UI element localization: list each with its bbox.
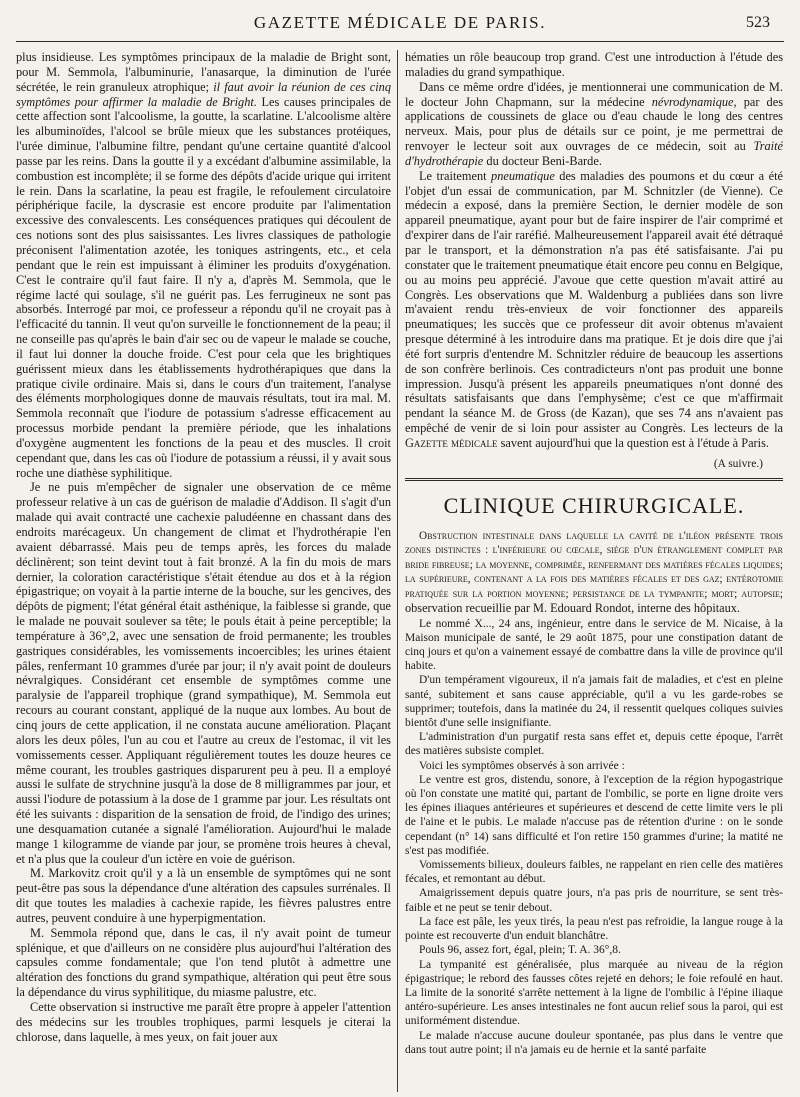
text: observation recueillie par M. Edouard Rondot, interne des hôpitaux. xyxy=(405,601,740,616)
text: Les causes principales de cette affection sont l'alcoolisme, la goutte, la scarlatine. L'alcoolisme altère les albuminoïdes, l'alcool se brûle mieux que les substances protéiques, l'urée diminue, l'albumine filtre, pendant qu'une certaine quantité d'alcool passe par les reins. Dans la goutte il y a excédant d'albumine assimilable, la combustion est incomplète; il se forme des dépôts d'acide urique qui irritent le rein. Dans la scarlatine, la peau est fragile, le refoulement circulatoire périphérique facile, la dyscrasie est encore produite par l'alimentation excessive des convalescents. Les conséquences pratiques qui découlent de ces notions sont des plus saisissantes. Les livres classiques de pathologie préconisent l'alimentation azotée, les toniques astringents, etc., et cela pendant que le rein est impuissant à éliminer les produits d'oxygénation. C'est le contraire qu'il faut faire. Il n'y a, d'après M. Semmola, que le régime lacté qui soulage, s'il ne guérit pas. Les ferrugineux ne sont pas absorbés. Interrogé par moi, ce professeur a répondu qu'il ne croyait pas à l'efficacité du tannin. Il veut qu'on surveille le fonctionnement de la peau; il ne conseille pas qu'après le bain d'air sec ou de vapeur le malade se couche, il faut lui donner la douche froide. C'est pour cela que les brightiques guérissent mieux dans les établissements hydrothérapiques que dans la pratique civile ordinaire. Mais si, dans le cours d'un traitement, l'analyse des éléments morphologiques donne de mauvais résultats, tout ira mal. M. Semmola reconnaît que l'iodure de potassium s'adresse efficacement au processus morbide pendant la première période, que les inhalations d'oxygène augmentent les fonctions de la peau et des muscles. Il croit cependant que, dans les cas où l'iodure de potassium a réussi, il y avait sous roche une diathèse syphilitique. xyxy=(16,94,391,480)
text: Le traitement xyxy=(419,168,487,183)
text: des maladies des poumons et du cœur a été l'objet d'un essai de communication, par M. Schnitzler (de Vienne). Ce médecin a exposé, dans la première Section, le dernier modèle de son appareil pneumatique, ayant pour but de faire inspirer de l'air comprimé et d'expirer dans de l'air raréfié. Malheureusement l'appareil avait été détraqué par le transport, et la démonstration n'a pas été satisfaisante. J'ai pu constater que le traitement pneumatique était encore peu connu en Belgique, ou au moins peu apprécié. J'avoue que cette question m'avait attiré au Congrès. Les observations que M. Waldenburg a publiées dans son livre m'avaient rendu très-envieux de voir fonctionner des appareils pneumatiques; les succès que ce professeur dit avoir obtenus m'avaient presque déterminé à les introduire dans ma pratique. Et je dois dire que j'ai été fort surpris d'entendre M. Schnitzler réduire de beaucoup les assertions de son confrère berlinois. Ces contradicteurs n'ont pas produit une bonne impression. Jusqu'à présent les appareils pneumatiques n'ont donné des résultats satisfaisants que dans l'emphysème; c'est ce que m'affirmait pendant la séance M. de Gross (de Kazan), que ses 74 ans n'avaient pas empêché de venir de si loin pour assister au Congrès. Les lecteurs de la xyxy=(405,168,783,436)
paragraph: L'administration d'un purgatif resta sans effet et, depuis cette époque, l'arrêt des matières subsiste complet. xyxy=(405,731,783,758)
text: du docteur Beni-Barde. xyxy=(486,153,602,168)
paragraph: M. Semmola répond que, dans le cas, il n'y avait point de tumeur splénique, et que d'ailleurs on ne considère plus aujourd'hui l'altération des capsules comme fondamentale; que l'on tend plutôt à admettre une altération des fonctions du grand sympathique, altération qui peut être sous la dépendance du virus syphilitique, du miasme palustre, etc. xyxy=(16,925,391,1000)
journal-name: Gazette médicale xyxy=(405,435,498,450)
paragraph: Je ne puis m'empêcher de signaler une observation de ce même professeur relative à un cas de guérison de maladie d'Addison. Il s'agit d'un malade qui avait contracté une cachexie paludéenne en chassant dans des endroits marécageux. Un changement de climat et l'hydrothérapie l'en avaient débarrassé. Mais peu de temps après, les forces du malade déclinèrent; son teint devint tout à fait bronzé. A la fin du mois de mars dernier, la coloration caractéristique s'était étendue au dos et à la région épigastrique; on voyait à la partie interne de la bouche, sur les gencives, des dépôts de pigment; l'état général était asthénique, la faiblesse si grande, que le malade ne pouvait soulever sa tête; le pouls était à peine perceptible; la température à 36°,2, avec une sensation de froid permanente; les troubles gastriques considérables, les vomissements incoercibles; les urines étaient pâles, renfermant 10 grammes d'urée par jour; il n'y avait point de douleurs névralgiques. Considérant cet ensemble de symptômes comme une paralysie de l'appareil trophique (grand sympathique), M. Semmola eut recours au courant constant, appliqué de la nuque aux lombes. Au bout de cinq jours de cette application, il ne constata aucune amélioration. Plaçant alors les deux pôles, l'un au cou et l'autre au creux de l'estomac, il vit les vomissements cesser. Appliquant régulièrement toutes les douze heures ce même courant, les troubles gastriques disparurent peu à peu. Il a employé aussi le sulfate de strychnine jusqu'à la dose de 8 milligrammes par jour, et aussi l'iodure de potassium à la dose de 1 gramme par jour. Les résultats ont été les suivants : disparition de la sensation de froid, de l'indigo des urines; une desquamation cutanée a signalé l'amélioration. Aujourd'hui le malade mange 1 kilogramme de viande par jour, se promène trois heures à cheval, et n'a plus que la couleur d'un ictère en voie de guérison. xyxy=(16,480,391,866)
paragraph: Vomissements bilieux, douleurs faibles, ne rappelant en rien celle des matières fécales, et remontant au début. xyxy=(405,859,783,886)
italic-text: Traité d'hydrothérapie xyxy=(405,139,783,168)
paragraph: Amaigrissement depuis quatre jours, n'a pas pris de nourriture, se sent très-faible et ne peut se tenir debout. xyxy=(405,887,783,914)
text: par des applications de coussinets de glace ou d'eau chaude le long des centres nerveux. Mais, pour plus de détails sur ce point, je me permettrai de renvoyer le lecteur soit aux ouvrages de ce médecin, soit au xyxy=(405,94,783,154)
case-title xyxy=(405,529,783,617)
paragraph: D'un tempérament vigoureux, il n'a jamais fait de maladies, et c'est en pleine santé, subitement et sans cause appréciable, qu'il a vu les garde-robes se supprimer; toutefois, dans la matinée du 24, il ressentit quelques coliques suivies bientôt d'une selle insignifiante. xyxy=(405,674,783,730)
case-report xyxy=(405,617,783,1057)
header-rule xyxy=(16,41,784,42)
paragraph: La tympanité est généralisée, plus marquée au niveau de la région épigastrique; le rebord des fausses côtes rejeté en dehors; le foie refoulé en haut. La limite de la sonorité s'arrête nettement à la ligne de l'ombilic à l'épine iliaque antéro-supérieure. Les anses intestinales ne font aucun relief sous la paroi, qui est uniformément distendue. xyxy=(405,958,783,1028)
section-rule xyxy=(405,478,783,485)
italic-text: névrodynamique, xyxy=(651,94,737,109)
to-be-continued: (A suivre.) xyxy=(713,457,763,470)
paragraph: Le malade n'accuse aucune douleur spontanée, pas plus dans le ventre que dans tout autre point; il n'a jamais eu de hernie et la santé parfaite xyxy=(405,1029,783,1056)
journal-title: GAZETTE MÉDICALE DE PARIS. xyxy=(253,13,547,32)
text: Dans ce même ordre d'idées, je mentionnerai une communication de M. le docteur John Chapmann, sur la médecine xyxy=(405,79,783,109)
paragraph: Cette observation si instructive me paraît être propre à appeler l'attention des médecins sur les troubles trophiques, parmi lesquels je citerai la chlorose, dans laquelle, à mes yeux, on fait jouer aux xyxy=(16,1000,391,1044)
section-heading: CLINIQUE CHIRURGICALE. xyxy=(443,492,745,518)
paragraph xyxy=(405,169,783,451)
paragraph: Pouls 96, assez fort, égal, plein; T. A. 36°,8. xyxy=(419,944,621,957)
paragraph: Le nommé X..., 24 ans, ingénieur, entre dans le service de M. Nicaise, à la Maison municipale de santé, le 29 août 1875, pour une constipation datant de cinq jours et qu'on a vainement essayé de combattre dans la ville de province qu'il habite. xyxy=(405,617,783,673)
paragraph: Le ventre est gros, distendu, sonore, à l'exception de la région hypogastrique où l'on constate une matité qui, partant de l'ombilic, se porte en ligne droite vers les épines iliaques antérieures et supérieures et descend de cette limite vers le pli de l'aine et le pubis. Le malade n'accuse pas de rétention d'urine : on le sonde cependant (n° 14) sans difficulté et l'on retire 150 grammes d'urine; la matité ne s'est pas modifiée. xyxy=(405,773,783,857)
right-column xyxy=(405,50,783,1092)
paragraph: M. Markovitz croit qu'il y a là un ensemble de symptômes qui ne sont peut-être pas sous la dépendance d'une altération des capsules surrénales. Il dit que toutes les maladies à cachexie rapide, les fièvres palustres entre autres, peuvent conduire à une hyperpigmentation. xyxy=(16,866,391,925)
italic-text: il faut avoir la réunion de ces cinq symptômes pour affirmer la maladie de Bright. xyxy=(16,79,391,109)
paragraph: hématies un rôle beaucoup trop grand. C'est une introduction à l'étude des maladies du grand sympathique. xyxy=(405,50,783,79)
paragraph: La face est pâle, les yeux tirés, la peau n'est pas refroidie, la langue rouge à la pointe est recouverte d'un enduit blanchâtre. xyxy=(405,915,783,943)
text: plus insidieuse. Les symptômes principaux de la maladie de Bright sont, pour M. Semmola, l'albuminurie, l'anasarque, la diminution de l'urée sécrétée, le rein granuleux atrophique; xyxy=(16,50,391,94)
left-column xyxy=(16,50,391,1092)
running-head xyxy=(0,12,800,36)
paragraph xyxy=(405,80,783,169)
paragraph: Voici les symptômes observés à son arrivée : xyxy=(419,759,625,772)
italic-text: pneumatique xyxy=(491,168,555,183)
text: savent aujourd'hui que la question est à l'étude à Paris. xyxy=(500,435,769,450)
page-number: 523 xyxy=(746,14,770,31)
column-divider xyxy=(397,50,398,1092)
paragraph xyxy=(16,50,391,480)
text: Obstruction intestinale dans laquelle la cavité de l'iléon présente trois zones distinctes : l'inférieure ou cœcale, siége d'un étranglement complet par bride fibreuse; la moyenne, comprimée, renfermant des matières fécales liquides; la supérieure, contenant a la fois des matières fécales et des gaz; entérotomie pratiquée sur la portion moyenne; persistance de la tympanite; mort; autopsie; xyxy=(405,529,783,600)
